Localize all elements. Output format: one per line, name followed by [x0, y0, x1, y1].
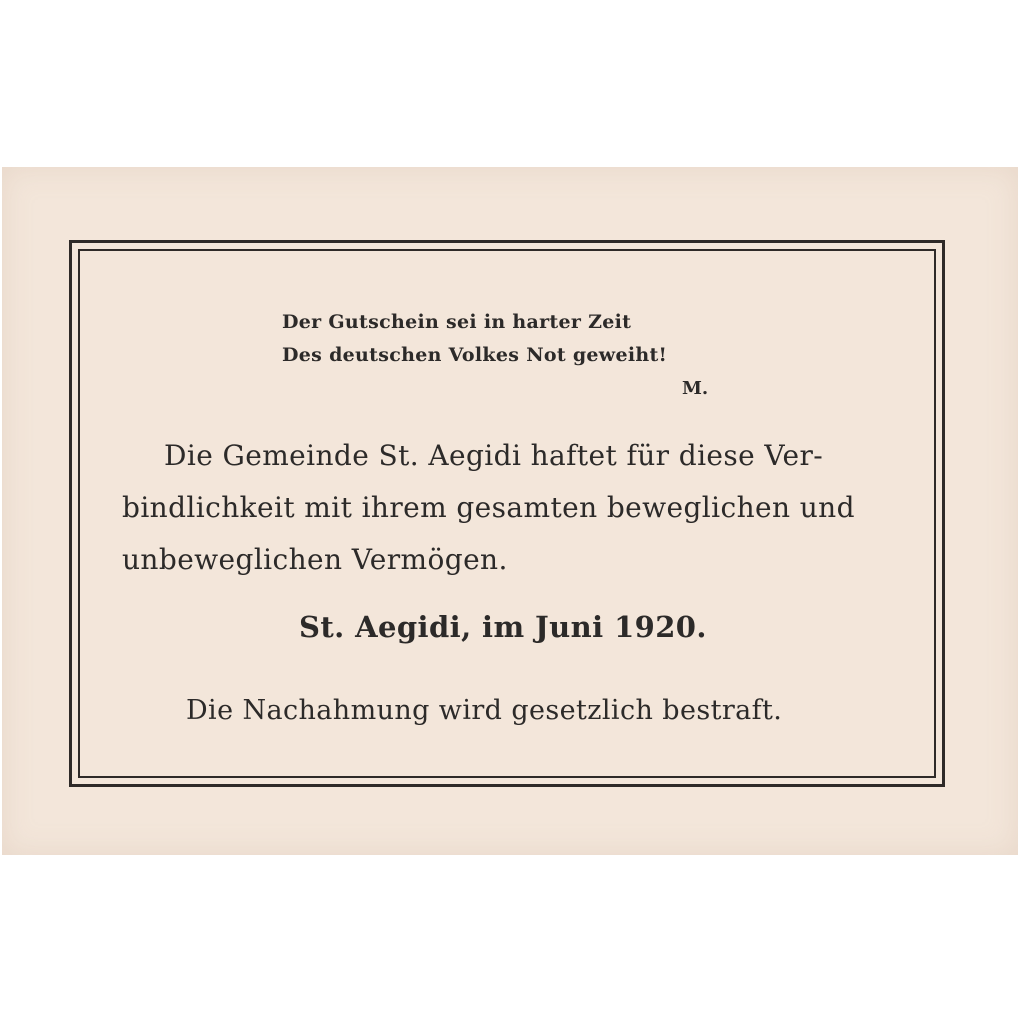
verse-line-2: Des deutschen Volkes Not geweiht!: [282, 344, 668, 366]
liability-line-2: bindlichkeit mit ihrem gesamten beweglichen und: [122, 491, 855, 524]
counterfeit-penalty-notice: Die Nachahmung wird gesetzlich bestraft.: [186, 695, 783, 726]
verse-signature: M.: [682, 378, 709, 399]
liability-line-3: unbeweglichen Vermögen.: [122, 543, 508, 576]
place-date-line: St. Aegidi, im Juni 1920.: [299, 610, 707, 644]
liability-line-1: Die Gemeinde St. Aegidi haftet für diese Ver-: [164, 439, 824, 472]
verse-line-1: Der Gutschein sei in harter Zeit: [282, 311, 632, 333]
voucher-note-back: [2, 167, 1018, 855]
